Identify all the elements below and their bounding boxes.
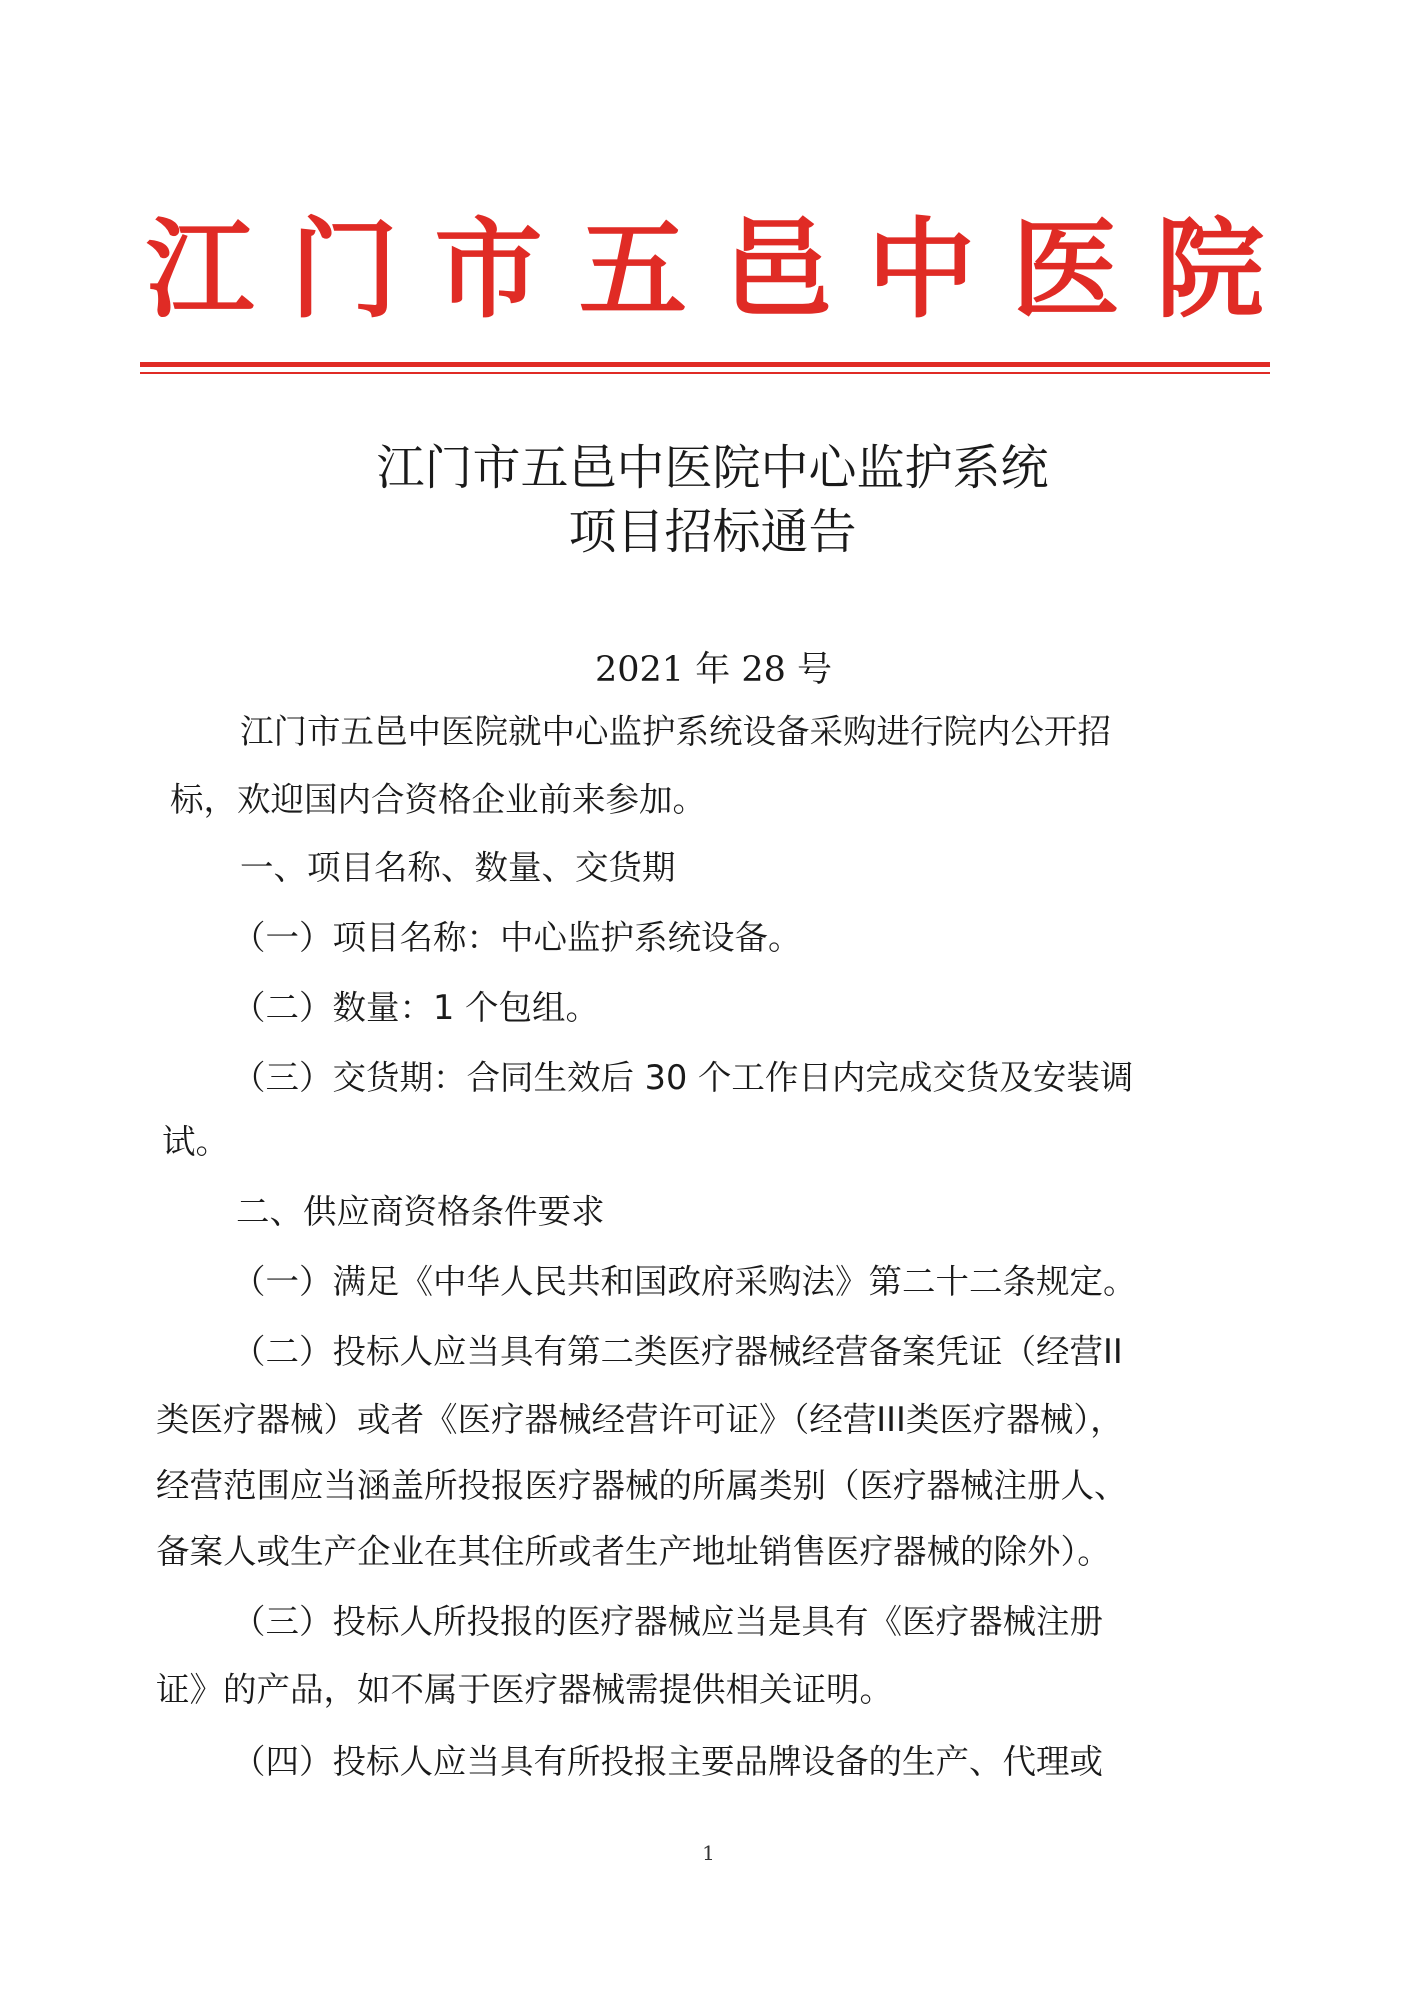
paragraph-line: （三）投标人所投报的医疗器械应当是具有《医疗器械注册 [232, 1602, 1103, 1641]
paragraph-line: （二）投标人应当具有第二类医疗器械经营备案凭证（经营II [232, 1332, 1123, 1371]
paragraph-line: 经营范围应当涵盖所投报医疗器械的所属类别（医疗器械注册人、 [156, 1466, 1128, 1505]
paragraph-line: 标，欢迎国内合资格企业前来参加。 [170, 780, 706, 819]
paragraph-line: 备案人或生产企业在其住所或者生产地址销售医疗器械的除外）。 [156, 1532, 1111, 1571]
letterhead-char: 江 [145, 207, 254, 333]
page-number: 1 [702, 1841, 715, 1865]
paragraph-line: （四）投标人应当具有所投报主要品牌设备的生产、代理或 [232, 1742, 1103, 1781]
letterhead-char: 市 [434, 207, 543, 333]
letterhead-char: 五 [578, 207, 687, 333]
paragraph-line: 试。 [162, 1122, 229, 1161]
document-number: 2021 年 28 号 [595, 650, 832, 690]
paragraph-line: 类医疗器械）或者《医疗器械经营许可证》（经营III类医疗器械）， [156, 1400, 1124, 1439]
paragraph-line: （二）数量：1 个包组。 [232, 988, 599, 1027]
paragraph-line: （一）项目名称：中心监护系统设备。 [232, 918, 802, 957]
document-title-line2: 项目招标通告 [568, 504, 857, 560]
letterhead-char: 院 [1155, 207, 1264, 333]
letterhead-divider-thick [140, 362, 1270, 367]
paragraph-line: 江门市五邑中医院就中心监护系统设备采购进行院内公开招 [240, 712, 1111, 751]
letterhead-char: 门 [290, 207, 399, 333]
paragraph-line: （一）满足《中华人民共和国政府采购法》第二十二条规定。 [232, 1262, 1137, 1301]
letterhead-char: 邑 [723, 207, 832, 333]
letterhead-char: 中 [867, 207, 976, 333]
paragraph-line: 证》的产品，如不属于医疗器械需提供相关证明。 [156, 1670, 893, 1709]
section-heading: 一、项目名称、数量、交货期 [240, 848, 676, 887]
letterhead-divider-thin [140, 372, 1270, 374]
letterhead [140, 205, 1270, 335]
paragraph-line: （三）交货期：合同生效后 30 个工作日内完成交货及安装调 [232, 1058, 1134, 1097]
document-title-line1: 江门市五邑中医院中心监护系统 [376, 440, 1049, 496]
section-heading: 二、供应商资格条件要求 [236, 1192, 605, 1231]
letterhead-char: 医 [1011, 207, 1120, 333]
